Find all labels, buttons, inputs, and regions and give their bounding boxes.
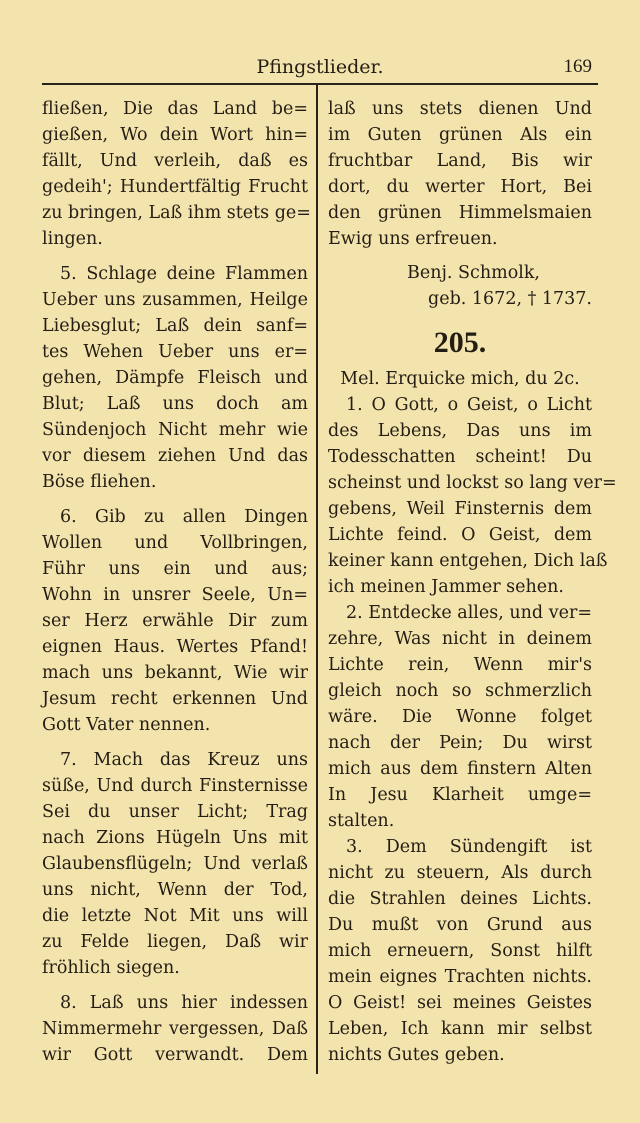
text-line: uns nicht, Wenn der Tod, <box>42 880 308 900</box>
text-line: Glaubensflügeln; Und verlaß <box>42 854 308 874</box>
text-line: zu Felde liegen, Daß wir <box>42 932 308 952</box>
text-line: 7. Mach das Kreuz uns <box>60 750 308 770</box>
header-rule <box>42 83 598 85</box>
text-line: 5. Schlage deine Flammen <box>60 264 308 284</box>
text-line: mich erneuern, Sonst hilft <box>328 941 592 961</box>
text-line: Du mußt von Grund aus <box>328 915 592 935</box>
melody-note: Mel. Erquicke mich, du 2c. <box>340 369 580 389</box>
text-line: zu bringen, Laß ihm stets ge= <box>42 203 311 223</box>
text-line: die letzte Not Mit uns will <box>42 906 308 926</box>
section-title: Pfingstlieder. <box>256 56 384 78</box>
text-line: Todesschatten scheint! Du <box>328 447 592 467</box>
text-line: keiner kann entgehen, Dich laß <box>328 551 608 571</box>
stanza-2 <box>328 600 592 834</box>
text-line: fällt, Und verleih, daß es <box>42 151 308 171</box>
text-line: zehre, Was nicht in deinem <box>328 629 592 649</box>
right-column <box>328 96 617 1068</box>
text-line: scheinst und lockst so lang ver= <box>328 473 617 493</box>
text-line: stalten. <box>328 811 395 831</box>
text-line: mach uns bekannt, Wie wir <box>42 663 308 683</box>
text-line: nach Zions Hügeln Uns mit <box>42 828 308 848</box>
stanza-8 <box>42 990 308 1068</box>
text-line: In Jesu Klarheit umge= <box>328 785 592 805</box>
text-line: 6. Gib zu allen Dingen <box>60 507 308 527</box>
text-line: 3. Dem Sündengift ist <box>346 837 592 857</box>
text-line: gehen, Dämpfe Fleisch und <box>42 368 308 388</box>
text-line: wir Gott verwandt. Dem <box>42 1045 308 1065</box>
text-line: Sündenjoch Nicht mehr wie <box>42 420 308 440</box>
text-line: lingen. <box>42 229 103 249</box>
stanza-6 <box>42 504 308 738</box>
author-dates: geb. 1672, † 1737. <box>428 289 592 309</box>
stanza-5 <box>42 261 308 495</box>
text-line: 1. O Gott, o Geist, o Licht <box>346 395 592 415</box>
text-line: Jesum recht erkennen Und <box>42 689 308 709</box>
author-name: Benj. Schmolk, <box>407 263 540 283</box>
text-line: Ewig uns erfreuen. <box>328 229 498 249</box>
text-line: tes Wehen Ueber uns er= <box>42 342 308 362</box>
text-line: süße, Und durch Finsternisse <box>42 776 308 796</box>
text-line: ser Herz erwähle Dir zum <box>42 611 308 631</box>
text-line: 8. Laß uns hier indessen <box>60 993 308 1013</box>
text-line: mich aus dem finstern Alten <box>328 759 592 779</box>
hymn-number: 205. <box>433 326 487 359</box>
text-line: Ueber uns zusammen, Heilge <box>42 290 308 310</box>
text-line: den grünen Himmelsmaien <box>328 203 592 223</box>
text-line: gleich noch so schmerzlich <box>328 681 592 701</box>
text-line: Gott Vater nennen. <box>42 715 211 735</box>
text-line: nicht zu steuern, Als durch <box>328 863 592 883</box>
text-line: gedeih'; Hundertfältig Frucht <box>42 177 308 197</box>
text-line: laß uns stets dienen Und <box>328 99 592 119</box>
text-line: eignen Haus. Wertes Pfand! <box>42 637 308 657</box>
stanza-continuation <box>328 96 592 252</box>
text-line: im Guten grünen Als ein <box>328 125 592 145</box>
text-line: mein eignes Trachten nichts. <box>328 967 592 987</box>
text-line: dort, du werter Hort, Bei <box>328 177 592 197</box>
text-line: die Strahlen deines Lichts. <box>328 889 592 909</box>
column-divider <box>316 84 318 1074</box>
running-header <box>42 54 598 82</box>
text-line: Blut; Laß uns doch am <box>42 394 308 414</box>
text-line: Lichte rein, Wenn mir's <box>328 655 592 675</box>
text-line: Wollen und Vollbringen, <box>42 533 308 553</box>
text-line: Liebesglut; Laß dein sanf= <box>42 316 308 336</box>
text-line: vor diesem ziehen Und das <box>42 446 308 466</box>
text-line: nichts Gutes geben. <box>328 1045 505 1065</box>
left-column <box>42 96 311 1068</box>
page-number: 169 <box>563 56 592 77</box>
text-line: fruchtbar Land, Bis wir <box>328 151 592 171</box>
stanza-continuation <box>42 96 311 252</box>
stanza-1 <box>328 392 617 600</box>
text-line: 2. Entdecke alles, und ver= <box>346 603 592 623</box>
stanza-3 <box>328 834 592 1068</box>
text-line: O Geist! sei meines Geistes <box>328 993 592 1013</box>
text-line: fließen, Die das Land be= <box>42 99 308 119</box>
text-line: des Lebens, Das uns im <box>328 421 592 441</box>
text-line: ich meinen Jammer sehen. <box>328 577 564 597</box>
text-line: Lichte feind. O Geist, dem <box>328 525 592 545</box>
text-line: nach der Pein; Du wirst <box>328 733 592 753</box>
text-line: wäre. Die Wonne folget <box>328 707 592 727</box>
text-line: gebens, Weil Finsternis dem <box>328 499 592 519</box>
text-line: Sei du unser Licht; Trag <box>42 802 308 822</box>
text-line: Führ uns ein und aus; <box>42 559 308 579</box>
text-line: Wohn in unsrer Seele, Un= <box>42 585 308 605</box>
text-line: Leben, Ich kann mir selbst <box>328 1019 592 1039</box>
text-line: gießen, Wo dein Wort hin= <box>42 125 308 145</box>
text-line: Böse fliehen. <box>42 472 157 492</box>
text-line: Nimmermehr vergessen, Daß <box>42 1019 308 1039</box>
stanza-7 <box>42 747 308 981</box>
text-line: fröhlich siegen. <box>42 958 180 978</box>
